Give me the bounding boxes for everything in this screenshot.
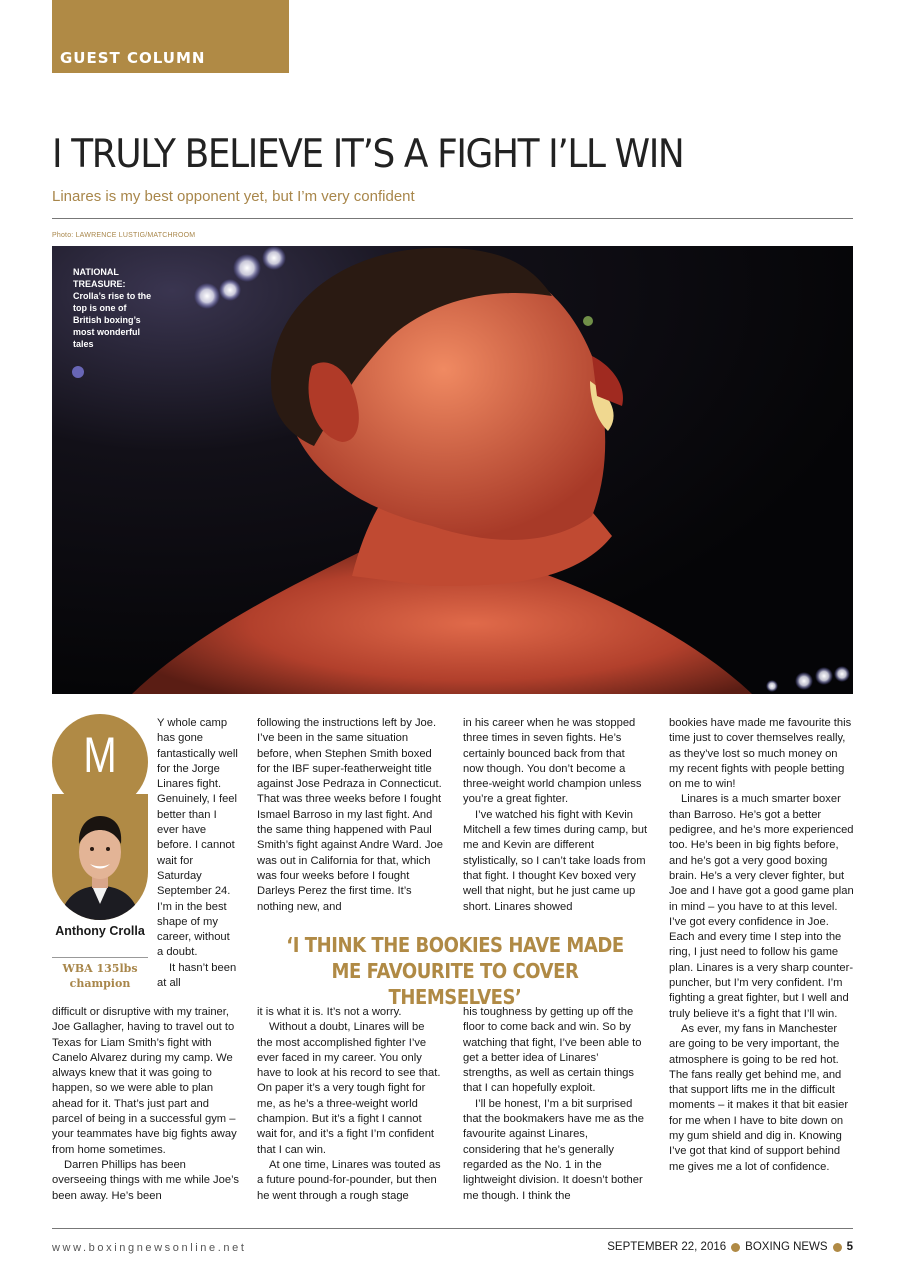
paragraph: in his career when he was stopped three times in seven fights. He’s certainly bounced back from that now though. You don’t become a three-weight world champion unless you’re a great fighter. [463, 717, 642, 806]
pull-quote: ‘I THINK THE BOOKIES HAVE MADE ME FAVOURITE TO COVER THEMSELVES’ [286, 933, 624, 1009]
column-1-bottom [52, 1005, 242, 1204]
paragraph: it is what it is. It’s not a worry. [257, 1006, 402, 1018]
column-3-bottom [463, 1005, 648, 1204]
paragraph: difficult or disruptive with my trainer, Joe Gallagher, having to travel out to Texas for Liam Smith’s fight with Canelo Alvarez during my camp. We always knew that it was going to happen, so we were able to plan ahead for it. That’s just part and parcel of being in a successful gym – your teammates have big fights away from home sometimes. [52, 1006, 237, 1156]
page-footer [607, 1241, 853, 1253]
publication-name: BOXING NEWS [745, 1241, 828, 1253]
photo-credit: Photo: LAWRENCE LUSTIG/MATCHROOM [52, 232, 196, 239]
divider [52, 1228, 853, 1229]
column-1-top [157, 716, 239, 991]
bullet-icon [731, 1243, 740, 1252]
boxer-photo-illustration [52, 246, 853, 694]
paragraph: following the instructions left by Joe. I’ve been in the same situation before, when Stephen Smith boxed for the IBF super-featherweight title against Jose Pedraza in Connecticut. That was three weeks before I fought Ismael Barroso in my last fight. And the same thing happened with Paul Smith’s fight against Andre Ward. Joe was out in California for that, which was four weeks before I fought Darleys Perez the first time. It’s nothing new, and [257, 717, 443, 913]
column-3-top [463, 716, 648, 915]
author-name: Anthony Crolla [55, 924, 145, 938]
divider [52, 957, 148, 958]
headline: I TRULY BELIEVE IT’S A FIGHT I’LL WIN [52, 132, 684, 177]
paragraph: I’ll be honest, I’m a bit surprised that the bookmakers have me as the favourite against Linares, considering that he’s generally regarded as the No. 1 in the lightweight division. It doesn’t bother me though. I think the [463, 1097, 644, 1202]
paragraph: Without a doubt, Linares will be the most accomplished fighter I’ve ever faced in my career. You only have to look at his record to see that. On paper it’s a very tough fight for me, as he’s a three-weight world champion. But it’s a fight I cannot wait for, and it’s a fight I’m confident that I can win. [257, 1021, 441, 1156]
section-label: GUEST COLUMN [60, 49, 206, 67]
paragraph: Linares is a much smarter boxer than Barroso. He’s got a better pedigree, and he’s more experienced too. He’s been in big fights before, and he’s got a very good boxing brain. He’s a very clever fighter, but Joe and I have got a good game plan in mind – you have to at this level. I’ve got every confidence in Joe. Each and every time I step into the ring, I just need to follow his game plan. Linares is a very sharp counter-puncher, but I’m very confident. I’m fighting a great fighter, but I well and truly believe it’s a fight that I’ll win. [669, 793, 854, 1020]
paragraph: I’ve watched his fight with Kevin Mitchell a few times during camp, but me and Kevin are different stylistically, so I can’t take loads from that fight. I thought Kev boxed very well that night, but he just came up short. Linares showed [463, 808, 648, 913]
drop-cap: M [83, 727, 117, 783]
standfirst: Linares is my best opponent yet, but I’m very confident [52, 188, 415, 205]
paragraph: It hasn’t been at all [157, 961, 237, 990]
page-number: 5 [846, 1241, 853, 1253]
paragraph: As ever, my fans in Manchester are going to be very important, the atmosphere is going to be red hot. The fans really get behind me, and that support lifts me in the difficult moments – it makes it that bit easier for me when I have to bite down on my gum shield and dig in. Knowing I’ve got that kind of support behind me gives me a lot of confidence. [669, 1022, 849, 1173]
issue-date: SEPTEMBER 22, 2016 [607, 1241, 727, 1253]
divider [52, 218, 853, 219]
avatar [52, 794, 148, 920]
section-tab [52, 0, 289, 73]
hero-photo [52, 246, 853, 694]
paragraph: his toughness by getting up off the floor to come back and win. So by watching that fight, I’ve been able to get a better idea of Linares’ strengths, as well as certain things that I can hopefully exploit. [463, 1006, 642, 1095]
column-2-top [257, 716, 443, 915]
author-portrait [52, 794, 148, 920]
paragraph: Darren Phillips has been overseeing things with me while Joe’s been away. He’s been [52, 1158, 239, 1202]
photo-caption: NATIONAL TREASURE: Crolla’s rise to the top is one of British boxing’s most wonderful tales [73, 267, 152, 349]
column-4 [669, 716, 854, 1175]
paragraph: At one time, Linares was touted as a future pound-for-pounder, but then he went through a rough stage [257, 1158, 441, 1202]
column-2-bottom [257, 1005, 443, 1204]
author-role: WBA 135lbs champion [62, 962, 138, 990]
paragraph: Y whole camp has gone fantastically well for the Jorge Linares fight. Genuinely, I feel better than I ever have before. I cannot wait for Saturday September 24. I’m in the best shape of my career, without a doubt. [157, 717, 238, 959]
paragraph: bookies have made me favourite this time just to cover themselves really, as they’ve lost so much money on my recent fights with people betting on me to win! [669, 717, 852, 791]
website-url: www.boxingnewsonline.net [52, 1242, 247, 1254]
bullet-icon [833, 1243, 842, 1252]
